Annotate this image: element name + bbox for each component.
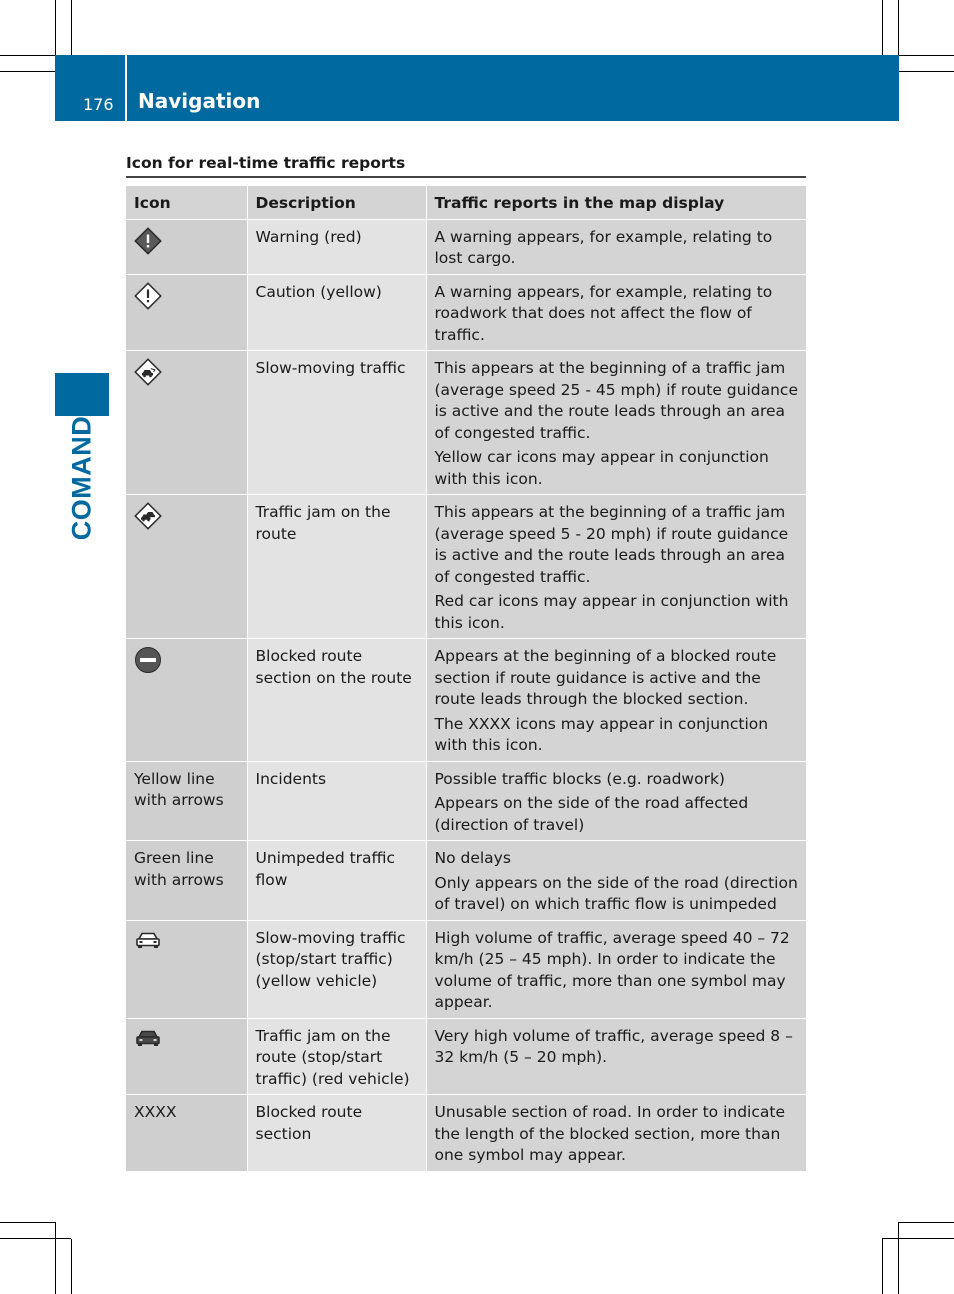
crop-mark [0, 55, 55, 56]
icon-cell [126, 920, 247, 1018]
detail-text: Appears on the side of the road affected (direction of travel) [434, 794, 749, 834]
description-cell: Caution (yellow) [247, 274, 426, 351]
detail-text: Very high volume of traffic, average speed 8 – 32 km/h (5 – 20 mph). [434, 1026, 793, 1066]
crop-mark [0, 1222, 55, 1223]
crop-mark [899, 71, 954, 72]
detail-text: The XXXX icons may appear in conjunction with this icon. [434, 714, 769, 754]
icon-cell [126, 219, 247, 274]
crop-mark [899, 55, 954, 56]
table-row [126, 1095, 806, 1172]
icon-cell: Green line with arrows [126, 841, 247, 921]
crop-mark [898, 0, 899, 55]
icon-cell [126, 274, 247, 351]
crop-mark [71, 1239, 72, 1294]
detail-text: Yellow car icons may appear in conjunction with this icon. [434, 448, 769, 488]
page-header [55, 55, 899, 121]
detail-text: Red car icons may appear in conjunction with this icon. [434, 592, 789, 632]
crop-mark [55, 0, 56, 55]
crop-mark [899, 1222, 954, 1223]
detail-text: Only appears on the side of the road (direction of travel) on which traffic flow is unimpeded [434, 873, 798, 913]
description-cell: Incidents [247, 761, 426, 841]
detail-text: Unusable section of road. In order to indicate the length of the blocked section, more than one symbol may appear. [434, 1103, 785, 1164]
section-title: Navigation [138, 89, 261, 113]
page-number: 176 [83, 95, 114, 114]
detail-text: No delays [434, 849, 511, 867]
crop-mark [71, 0, 72, 55]
crop-mark [0, 71, 55, 72]
icon-cell [126, 639, 247, 762]
description-cell: Blocked route section [247, 1095, 426, 1172]
column-header-icon: Icon [126, 186, 247, 219]
crop-mark [882, 1238, 954, 1239]
details-cell [426, 761, 806, 841]
crop-mark [55, 1222, 56, 1294]
crop-mark [0, 1238, 71, 1239]
table-heading: Icon for real-time traffic reports [126, 154, 406, 172]
table-row [126, 274, 806, 351]
blocked-route-icon [134, 646, 162, 674]
details-cell [426, 1095, 806, 1172]
caution-yellow-icon [134, 282, 162, 310]
crop-mark [882, 1239, 883, 1294]
table-row [126, 495, 806, 639]
detail-text: A warning appears, for example, relating to roadwork that does not affect the flow of traffic. [434, 282, 773, 344]
icon-cell [126, 1018, 247, 1095]
details-cell [426, 495, 806, 639]
column-header-description: Description [247, 186, 426, 219]
traffic-reports-table [126, 186, 806, 1172]
detail-text: This appears at the beginning of a traffic jam (average speed 5 - 20 mph) if route guidance is active and the route leads through an area of congested traffic. [434, 503, 789, 586]
table-header-row [126, 186, 806, 219]
description-cell: Blocked route section on the route [247, 639, 426, 762]
details-cell [426, 274, 806, 351]
table-row [126, 351, 806, 495]
table-row [126, 219, 806, 274]
table-row [126, 841, 806, 921]
heading-rule [126, 176, 806, 178]
description-cell: Warning (red) [247, 219, 426, 274]
detail-text: A warning appears, for example, relating to lost cargo. [434, 227, 773, 267]
details-cell [426, 920, 806, 1018]
crop-mark [898, 1222, 899, 1294]
slow-moving-traffic-icon [134, 358, 162, 386]
column-header-map-display: Traffic reports in the map display [426, 186, 806, 219]
details-cell [426, 1018, 806, 1095]
description-cell: Unimpeded traffic flow [247, 841, 426, 921]
table-row [126, 639, 806, 762]
details-cell [426, 219, 806, 274]
icon-cell [126, 351, 247, 495]
red-vehicle-icon [134, 1026, 162, 1054]
icon-cell [126, 495, 247, 639]
table-row [126, 920, 806, 1018]
icon-cell: Yellow line with arrows [126, 761, 247, 841]
yellow-vehicle-icon [134, 928, 162, 956]
detail-text: Appears at the beginning of a blocked route section if route guidance is active and the route leads through the blocked section. [434, 647, 777, 708]
detail-text: This appears at the beginning of a traffic jam (average speed 25 - 45 mph) if route guidance is active and the route leads through an area of congested traffic. [434, 359, 798, 442]
header-divider [125, 55, 127, 121]
description-cell: Slow-moving traffic [247, 351, 426, 495]
traffic-jam-icon [134, 502, 162, 530]
table-row [126, 1018, 806, 1095]
details-cell [426, 841, 806, 921]
chapter-tab [55, 373, 109, 416]
warning-red-icon [134, 227, 162, 255]
table-row [126, 761, 806, 841]
description-cell: Traffic jam on the route [247, 495, 426, 639]
detail-text: Possible traffic blocks (e.g. roadwork) [434, 769, 725, 788]
details-cell [426, 351, 806, 495]
description-cell: Slow-moving traffic (stop/start traffic) (yellow vehicle) [247, 920, 426, 1018]
icon-cell: XXXX [126, 1095, 247, 1172]
crop-mark [882, 0, 883, 55]
detail-text: High volume of traffic, average speed 40 – 72 km/h (25 – 45 mph). In order to indicate the volume of traffic, more than one symbol may appear. [434, 928, 790, 1011]
details-cell [426, 639, 806, 762]
description-cell: Traffic jam on the route (stop/start traffic) (red vehicle) [247, 1018, 426, 1095]
chapter-label: COMAND [66, 415, 97, 541]
